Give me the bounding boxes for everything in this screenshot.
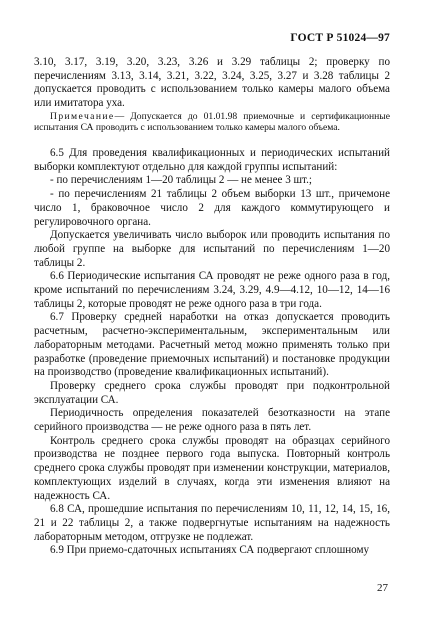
note-text: — Допускается до 01.01.98 приемочные и сертификационные испытания СА проводить с использованием только камеры малого объема. bbox=[34, 110, 390, 134]
clause-6-7: 6.7 Проверку средней наработки на отказ допускается проводить расчетным, расчетно-экспериментальным, экспериментальным или лабораторным методами. Расчетный метод можно применять только при разработке (проведение приемочных испытаний) и постановке продукции на производство (проведение квалификационных испытаний). bbox=[34, 311, 390, 379]
standard-designation: ГОСТ Р 51024—97 bbox=[290, 32, 390, 44]
clause-6-8: 6.8 СА, прошедшие испытания по перечислениям 10, 11, 12, 14, 15, 16, 21 и 22 таблицы 2, а также подвергнутые испытаниям на надежность лабораторным методом, отгрузке не подлежат. bbox=[34, 503, 390, 543]
note-label: Примечание bbox=[50, 110, 115, 122]
paragraph: Контроль среднего срока службы проводят на образцах серийного производства не позднее первого года выпуска. Повторный контроль среднего срока службы проводят при изменении конструкции, материалов, комплектующих изделий в случаях, когда эти изменения влияют на надежность СА. bbox=[34, 434, 390, 502]
paragraph-continuation: 3.10, 3.17, 3.19, 3.20, 3.23, 3.26 и 3.29 таблицы 2; проверку по перечислениям 3.13, 3.14, 3.21, 3.22, 3.24, 3.25, 3.27 и 3.28 таблицы 2 допускается проводить с использованием только камеры малого объема или имитатора уха. bbox=[34, 56, 390, 110]
paragraph: Периодичность определения показателей безотказности на этапе серийного производства — не реже одного раза в пять лет. bbox=[34, 407, 390, 434]
page-body bbox=[34, 56, 390, 558]
page-number: 27 bbox=[377, 582, 388, 594]
paragraph: Проверку среднего срока службы проводят при подконтрольной эксплуатации СА. bbox=[34, 379, 390, 406]
list-item: - по перечислениям 1—20 таблицы 2 — не менее 3 шт.; bbox=[50, 174, 312, 187]
clause-6-6: 6.6 Периодические испытания СА проводят не реже одного раза в год, кроме испытаний по перечислениям 3.24, 3.29, 4.9—4.12, 10—12, 14—16 таблицы 2, которые проводят не реже одного раза в три года. bbox=[34, 270, 390, 310]
list-item: - по перечислениям 21 таблицы 2 объем выборки 13 шт., причемоне число 1, браковочное число 2 для каждого коммутирующего и регулировочного органа. bbox=[34, 188, 390, 228]
note bbox=[34, 111, 390, 134]
paragraph: Допускается увеличивать число выборок или проводить испытания по любой группе на выборке для испытаний по перечислениям 1—20 таблицы 2. bbox=[34, 229, 390, 269]
clause-6-9: 6.9 При приемо-сдаточных испытаниях СА подвергают сплошному bbox=[50, 544, 370, 557]
clause-6-5: 6.5 Для проведения квалификационных и периодических испытаний выборки комплектуют отдельно для каждой группы испытаний: bbox=[34, 147, 390, 173]
